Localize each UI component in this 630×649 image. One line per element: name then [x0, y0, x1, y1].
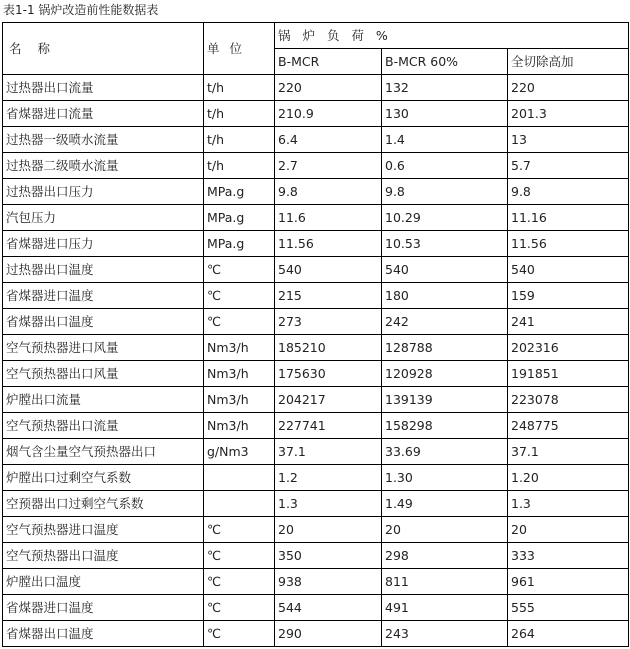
row-value-bmcr-cell: 11.56	[275, 231, 382, 257]
row-unit-cell: t/h	[204, 127, 275, 153]
row-name-cell: 炉膛出口温度	[3, 569, 204, 595]
unit-column-header: 单 位	[204, 23, 275, 75]
row-value-bmcr-60-cell: 242	[382, 309, 508, 335]
row-name-cell: 炉膛出口流量	[3, 387, 204, 413]
row-unit-cell: Nm3/h	[204, 361, 275, 387]
row-value-bmcr-cell: 544	[275, 595, 382, 621]
table-row	[3, 75, 629, 101]
row-value-bmcr-cell: 210.9	[275, 101, 382, 127]
row-value-bmcr-cell: 175630	[275, 361, 382, 387]
row-unit-cell: t/h	[204, 153, 275, 179]
row-unit-cell	[204, 465, 275, 491]
table-row	[3, 361, 629, 387]
row-value-bmcr-60-cell: 139139	[382, 387, 508, 413]
row-name-cell: 过热器出口温度	[3, 257, 204, 283]
row-unit-cell: MPa.g	[204, 231, 275, 257]
row-unit-cell: ℃	[204, 283, 275, 309]
table-row	[3, 621, 629, 647]
table-row	[3, 283, 629, 309]
table-caption: 表1-1 锅炉改造前性能数据表	[3, 3, 159, 17]
row-name-cell: 空预器出口过剩空气系数	[3, 491, 204, 517]
row-unit-cell: ℃	[204, 257, 275, 283]
table-row	[3, 595, 629, 621]
row-name-cell: 省煤器进口压力	[3, 231, 204, 257]
row-value-bmcr-cell: 227741	[275, 413, 382, 439]
table-row	[3, 179, 629, 205]
row-value-bmcr-cell: 204217	[275, 387, 382, 413]
row-unit-cell: ℃	[204, 543, 275, 569]
row-value-bmcr-cell: 9.8	[275, 179, 382, 205]
row-value-bmcr-cell: 273	[275, 309, 382, 335]
row-name-cell: 空气预热器进口温度	[3, 517, 204, 543]
row-value-hp-heater-off-cell: 9.8	[508, 179, 629, 205]
row-unit-cell: g/Nm3	[204, 439, 275, 465]
row-value-bmcr-60-cell: 540	[382, 257, 508, 283]
row-value-hp-heater-off-cell: 241	[508, 309, 629, 335]
row-value-hp-heater-off-cell: 202316	[508, 335, 629, 361]
row-name-cell: 汽包压力	[3, 205, 204, 231]
row-unit-cell: t/h	[204, 101, 275, 127]
row-name-cell: 过热器二级喷水流量	[3, 153, 204, 179]
row-value-hp-heater-off-cell: 248775	[508, 413, 629, 439]
row-value-bmcr-cell: 540	[275, 257, 382, 283]
row-value-bmcr-60-cell: 1.30	[382, 465, 508, 491]
row-value-bmcr-60-cell: 1.49	[382, 491, 508, 517]
row-value-hp-heater-off-cell: 13	[508, 127, 629, 153]
row-name-cell: 空气预热器出口流量	[3, 413, 204, 439]
row-value-bmcr-cell: 1.3	[275, 491, 382, 517]
row-name-cell: 省煤器进口温度	[3, 595, 204, 621]
row-value-bmcr-60-cell: 180	[382, 283, 508, 309]
row-value-bmcr-60-cell: 20	[382, 517, 508, 543]
row-value-hp-heater-off-cell: 220	[508, 75, 629, 101]
row-unit-cell: ℃	[204, 569, 275, 595]
table-row	[3, 413, 629, 439]
row-unit-cell: MPa.g	[204, 179, 275, 205]
row-name-cell: 过热器一级喷水流量	[3, 127, 204, 153]
load-column-header-bmcr-60: B-MCR 60%	[382, 49, 508, 75]
row-value-bmcr-60-cell: 120928	[382, 361, 508, 387]
table-row	[3, 205, 629, 231]
table-row	[3, 153, 629, 179]
row-value-bmcr-60-cell: 1.4	[382, 127, 508, 153]
row-value-hp-heater-off-cell: 159	[508, 283, 629, 309]
row-value-bmcr-60-cell: 811	[382, 569, 508, 595]
table-row	[3, 569, 629, 595]
row-value-hp-heater-off-cell: 540	[508, 257, 629, 283]
row-unit-cell: ℃	[204, 517, 275, 543]
row-value-bmcr-60-cell: 33.69	[382, 439, 508, 465]
row-value-hp-heater-off-cell: 191851	[508, 361, 629, 387]
row-value-bmcr-60-cell: 0.6	[382, 153, 508, 179]
table-row	[3, 387, 629, 413]
header-row	[3, 23, 629, 49]
row-name-cell: 空气预热器进口风量	[3, 335, 204, 361]
table-row	[3, 517, 629, 543]
row-value-bmcr-60-cell: 130	[382, 101, 508, 127]
performance-table	[2, 22, 629, 647]
row-unit-cell: Nm3/h	[204, 387, 275, 413]
row-value-bmcr-60-cell: 132	[382, 75, 508, 101]
row-value-bmcr-cell: 215	[275, 283, 382, 309]
table-row	[3, 335, 629, 361]
row-value-bmcr-cell: 20	[275, 517, 382, 543]
row-value-hp-heater-off-cell: 1.20	[508, 465, 629, 491]
row-value-bmcr-cell: 290	[275, 621, 382, 647]
row-value-bmcr-cell: 11.6	[275, 205, 382, 231]
row-name-cell: 省煤器出口温度	[3, 309, 204, 335]
row-value-hp-heater-off-cell: 333	[508, 543, 629, 569]
row-value-hp-heater-off-cell: 1.3	[508, 491, 629, 517]
row-name-cell: 空气预热器出口风量	[3, 361, 204, 387]
row-value-hp-heater-off-cell: 223078	[508, 387, 629, 413]
row-value-hp-heater-off-cell: 201.3	[508, 101, 629, 127]
table-row	[3, 127, 629, 153]
load-column-header-bmcr: B-MCR	[275, 49, 382, 75]
table-body	[3, 23, 629, 647]
table-row	[3, 543, 629, 569]
row-value-bmcr-cell: 37.1	[275, 439, 382, 465]
row-value-hp-heater-off-cell: 11.16	[508, 205, 629, 231]
row-value-bmcr-60-cell: 10.29	[382, 205, 508, 231]
row-value-bmcr-cell: 6.4	[275, 127, 382, 153]
row-value-hp-heater-off-cell: 20	[508, 517, 629, 543]
row-unit-cell: Nm3/h	[204, 335, 275, 361]
row-value-bmcr-cell: 938	[275, 569, 382, 595]
row-value-bmcr-60-cell: 128788	[382, 335, 508, 361]
table-row	[3, 101, 629, 127]
load-group-header: 锅 炉 负 荷 %	[275, 23, 629, 49]
row-value-bmcr-60-cell: 9.8	[382, 179, 508, 205]
table-row	[3, 309, 629, 335]
row-value-bmcr-60-cell: 243	[382, 621, 508, 647]
row-value-hp-heater-off-cell: 264	[508, 621, 629, 647]
row-value-hp-heater-off-cell: 555	[508, 595, 629, 621]
table-row	[3, 491, 629, 517]
row-value-bmcr-cell: 1.2	[275, 465, 382, 491]
row-name-cell: 省煤器出口温度	[3, 621, 204, 647]
row-name-cell: 过热器出口流量	[3, 75, 204, 101]
row-unit-cell: ℃	[204, 621, 275, 647]
row-name-cell: 过热器出口压力	[3, 179, 204, 205]
row-value-hp-heater-off-cell: 5.7	[508, 153, 629, 179]
table-row	[3, 439, 629, 465]
row-value-bmcr-60-cell: 298	[382, 543, 508, 569]
row-value-bmcr-60-cell: 491	[382, 595, 508, 621]
table-row	[3, 465, 629, 491]
row-value-bmcr-60-cell: 10.53	[382, 231, 508, 257]
row-name-cell: 烟气含尘量空气预热器出口	[3, 439, 204, 465]
row-unit-cell: ℃	[204, 309, 275, 335]
row-unit-cell: ℃	[204, 595, 275, 621]
row-value-bmcr-cell: 2.7	[275, 153, 382, 179]
row-value-bmcr-cell: 185210	[275, 335, 382, 361]
load-column-header-hp-heater-off: 全切除高加	[508, 49, 629, 75]
row-unit-cell: MPa.g	[204, 205, 275, 231]
row-name-cell: 省煤器进口温度	[3, 283, 204, 309]
row-name-cell: 省煤器进口流量	[3, 101, 204, 127]
row-name-cell: 空气预热器出口温度	[3, 543, 204, 569]
row-unit-cell: t/h	[204, 75, 275, 101]
table-row	[3, 231, 629, 257]
name-column-header: 名 称	[3, 23, 204, 75]
row-value-bmcr-60-cell: 158298	[382, 413, 508, 439]
row-unit-cell	[204, 491, 275, 517]
row-unit-cell: Nm3/h	[204, 413, 275, 439]
row-value-hp-heater-off-cell: 11.56	[508, 231, 629, 257]
table-row	[3, 257, 629, 283]
row-value-hp-heater-off-cell: 37.1	[508, 439, 629, 465]
row-name-cell: 炉膛出口过剩空气系数	[3, 465, 204, 491]
row-value-hp-heater-off-cell: 961	[508, 569, 629, 595]
row-value-bmcr-cell: 350	[275, 543, 382, 569]
row-value-bmcr-cell: 220	[275, 75, 382, 101]
